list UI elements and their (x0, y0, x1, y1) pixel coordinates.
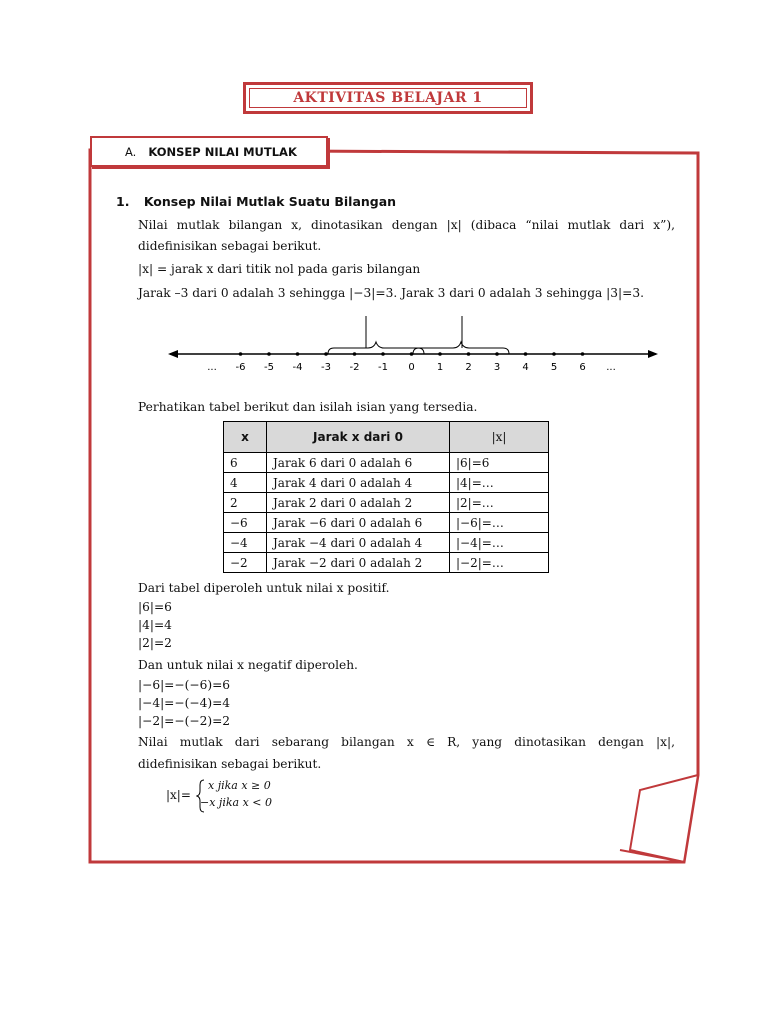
positive-result: |2|=2 (138, 636, 172, 650)
tick-mark (438, 352, 442, 356)
tick-labels (207, 362, 616, 373)
definition-line: |x| = jarak x dari titik nol pada garis bilangan (138, 262, 421, 276)
table-header-row (224, 422, 549, 453)
tick-mark (296, 352, 300, 356)
tick-label: 2 (465, 362, 472, 373)
tick-label: -4 (292, 362, 303, 373)
section-title: KONSEP NILAI MUTLAK (148, 145, 297, 159)
negative-result: |−2|=−(−2)=2 (138, 714, 231, 728)
page-title: AKTIVITAS BELAJAR 1 (293, 90, 483, 106)
tick-label: 1 (436, 362, 444, 373)
closing-line-2: didefinisikan sebagai berikut. (138, 757, 322, 771)
tick-mark (552, 352, 556, 356)
heading-number: 1. (116, 194, 130, 209)
section-label-box (90, 136, 328, 167)
tick-label: -1 (378, 362, 388, 373)
cell-distance: Jarak −2 dari 0 adalah 2 (267, 553, 450, 573)
tick-mark (239, 352, 243, 356)
paragraph-line-1: Nilai mutlak bilangan x, dinotasikan dengan |x| (dibaca “nilai mutlak dari x”), (138, 218, 675, 232)
tick-mark (381, 352, 385, 356)
cell-x: 2 (224, 493, 267, 513)
left-arrow (168, 350, 178, 358)
tick-label: -6 (235, 362, 246, 373)
example-line: Jarak –3 dari 0 adalah 3 sehingga |−3|=3. Jarak 3 dari 0 adalah 3 sehingga |3|=3. (138, 286, 644, 300)
tick-label: 5 (550, 362, 558, 373)
col-header-x: x (224, 422, 267, 453)
tick-label: ... (207, 362, 217, 373)
heading (116, 194, 396, 209)
positive-result: |4|=4 (138, 618, 172, 632)
distance-table (223, 421, 549, 573)
tick-label: -3 (321, 362, 331, 373)
tick-label: ... (606, 362, 616, 373)
negative-result: |−6|=−(−6)=6 (138, 678, 231, 692)
cell-distance: Jarak 6 dari 0 adalah 6 (267, 453, 450, 473)
cell-distance: Jarak 4 dari 0 adalah 4 (267, 473, 450, 493)
cell-x: 6 (224, 453, 267, 473)
col-header-abs: |x| (450, 422, 549, 453)
tick-mark (353, 352, 357, 356)
tick-label: 3 (493, 362, 501, 373)
table-row (224, 453, 549, 473)
cell-abs: |2|=… (450, 493, 549, 513)
tick-mark (495, 352, 499, 356)
tick-label: -5 (264, 362, 274, 373)
cell-distance: Jarak −4 dari 0 adalah 4 (267, 533, 450, 553)
tick-mark (524, 352, 528, 356)
closing-line-1: Nilai mutlak dari sebarang bilangan x ∈ R, yang dinotasikan dengan |x|, (138, 735, 675, 749)
cell-distance: Jarak 2 dari 0 adalah 2 (267, 493, 450, 513)
table-row (224, 473, 549, 493)
table-row (224, 493, 549, 513)
piecewise-case-2: −x jika x < 0 (200, 796, 272, 809)
cell-x: −4 (224, 533, 267, 553)
positive-intro: Dari tabel diperoleh untuk nilai x positif. (138, 581, 390, 595)
table-intro: Perhatikan tabel berikut dan isilah isian yang tersedia. (138, 400, 478, 414)
tick-label: 4 (522, 362, 529, 373)
section-label (125, 145, 297, 159)
right-arrow (648, 350, 658, 358)
tick-mark (581, 352, 585, 356)
number-line (160, 310, 670, 380)
tick-mark (467, 352, 471, 356)
table-row (224, 513, 549, 533)
cell-abs: |4|=… (450, 473, 549, 493)
table-row (224, 553, 549, 573)
cell-abs: |−4|=… (450, 533, 549, 553)
tick-label: 0 (408, 362, 415, 373)
col-header-distance: Jarak x dari 0 (267, 422, 450, 453)
negative-result: |−4|=−(−4)=4 (138, 696, 231, 710)
section-letter: A. (125, 145, 137, 159)
piecewise-case-1: x jika x ≥ 0 (208, 779, 271, 792)
paragraph-line-2: didefinisikan sebagai berikut. (138, 239, 322, 253)
tick-label: 6 (579, 362, 586, 373)
tick-mark (267, 352, 271, 356)
tick-label: -2 (349, 362, 360, 373)
tick-mark (324, 352, 328, 356)
cell-x: −2 (224, 553, 267, 573)
cell-abs: |6|=6 (450, 453, 549, 473)
piecewise-lhs: |x|= (166, 788, 191, 802)
negative-intro: Dan untuk nilai x negatif diperoleh. (138, 658, 358, 672)
cell-x: −6 (224, 513, 267, 533)
heading-text: Konsep Nilai Mutlak Suatu Bilangan (143, 194, 397, 209)
cell-abs: |−2|=… (450, 553, 549, 573)
positive-result: |6|=6 (138, 600, 172, 614)
cell-distance: Jarak −6 dari 0 adalah 6 (267, 513, 450, 533)
cell-x: 4 (224, 473, 267, 493)
table-row (224, 533, 549, 553)
cell-abs: |−6|=… (450, 513, 549, 533)
